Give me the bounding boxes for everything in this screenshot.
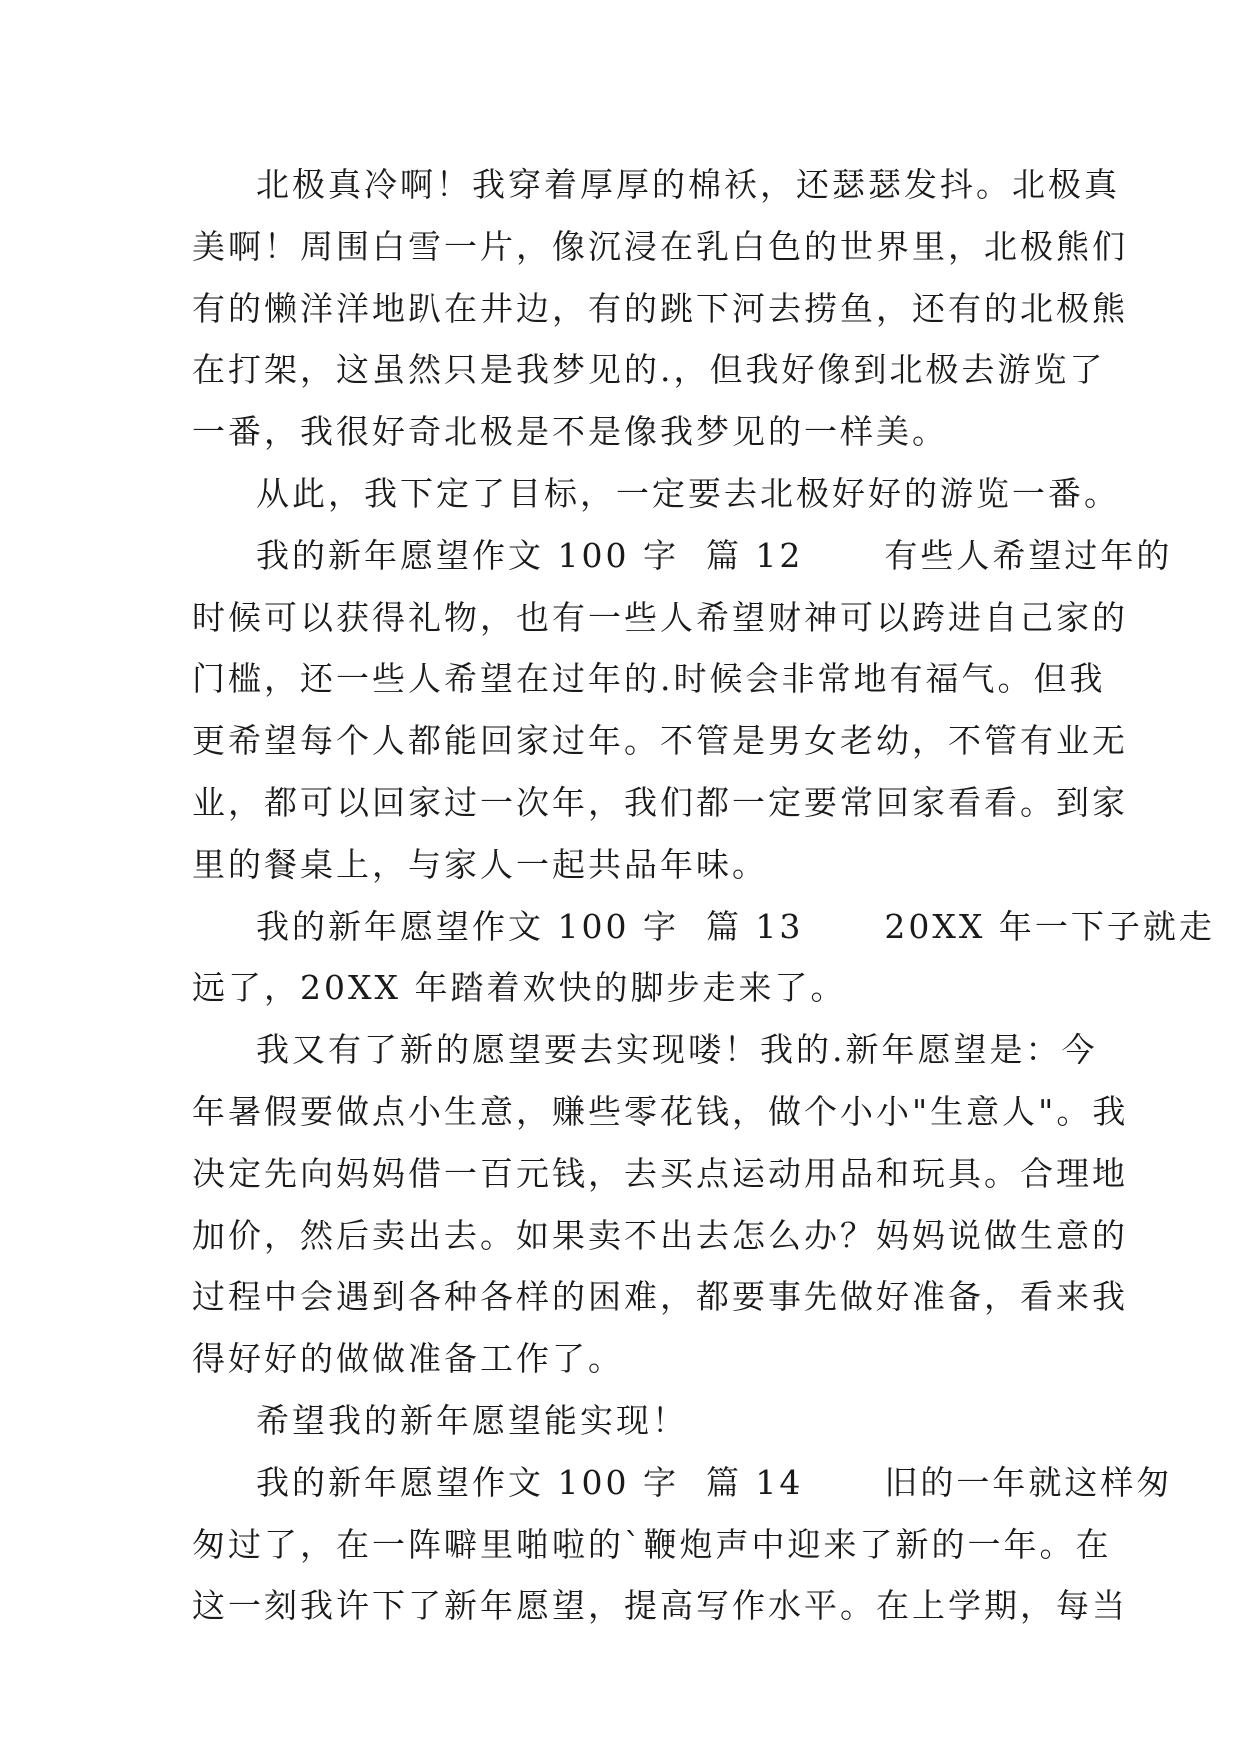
paragraph — [192, 525, 1173, 896]
text-line: 更希望每个人都能回家过年。不管是男女老幼，不管有业无 — [192, 721, 1128, 761]
text-line: 这一刻我许下了新年愿望，提高写作水平。在上学期，每当 — [192, 1586, 1128, 1626]
text-line: 有的懒洋洋地趴在井边，有的跳下河去捞鱼，还有的北极熊 — [192, 288, 1128, 328]
text-line: 从此，我下定了目标，一定要去北极好好的游览一番。 — [256, 473, 1120, 513]
paragraph — [192, 463, 1120, 525]
text-line: 年暑假要做点小生意，赚些零花钱，做个小小"生意人"。我 — [192, 1091, 1129, 1131]
paragraph — [192, 154, 1128, 463]
document-body — [192, 154, 1215, 1637]
text-line: 我的新年愿望作文 100 字 篇 14 旧的一年就这样匆 — [256, 1462, 1173, 1502]
paragraph — [192, 1452, 1173, 1637]
text-line: 时候可以获得礼物，也有一些人希望财神可以跨进自己家的 — [192, 597, 1128, 637]
text-line: 我的新年愿望作文 100 字 篇 13 20XX 年一下子就走 — [256, 906, 1215, 946]
text-line: 业，都可以回家过一次年，我们都一定要常回家看看。到家 — [192, 782, 1128, 822]
text-line: 门槛，还一些人希望在过年的.时候会非常地有福气。但我 — [192, 659, 1106, 699]
paragraph — [192, 1390, 1062, 1452]
text-line: 北极真冷啊！我穿着厚厚的棉袄，还瑟瑟发抖。北极真 — [256, 165, 1120, 204]
paragraph — [192, 896, 1215, 1020]
text-line: 在打架，这虽然只是我梦见的.，但我好像到北极去游览了 — [192, 350, 1106, 390]
text-line: 匆过了，在一阵噼里啪啦的`鞭炮声中迎来了新的一年。在 — [192, 1524, 1112, 1564]
text-line: 希望我的新年愿望能实现！ — [256, 1400, 688, 1440]
text-line: 过程中会遇到各种各样的困难，都要事先做好准备，看来我 — [192, 1277, 1128, 1317]
text-line: 得好好的做做准备工作了。 — [192, 1339, 624, 1379]
text-line: 加价，然后卖出去。如果卖不出去怎么办？妈妈说做生意的 — [192, 1215, 1128, 1255]
text-line: 里的餐桌上，与家人一起共品年味。 — [192, 844, 768, 884]
paragraph — [192, 1019, 1129, 1390]
text-line: 我又有了新的愿望要去实现喽！我的.新年愿望是：今 — [256, 1030, 1098, 1070]
text-line: 我的新年愿望作文 100 字 篇 12 有些人希望过年的 — [256, 535, 1173, 575]
text-line: 决定先向妈妈借一百元钱，去买点运动用品和玩具。合理地 — [192, 1153, 1128, 1193]
text-line: 一番，我很好奇北极是不是像我梦见的一样美。 — [192, 412, 948, 452]
text-line: 美啊！周围白雪一片，像沉浸在乳白色的世界里，北极熊们 — [192, 226, 1128, 266]
text-line: 远了，20XX 年踏着欢快的脚步走来了。 — [192, 968, 847, 1008]
